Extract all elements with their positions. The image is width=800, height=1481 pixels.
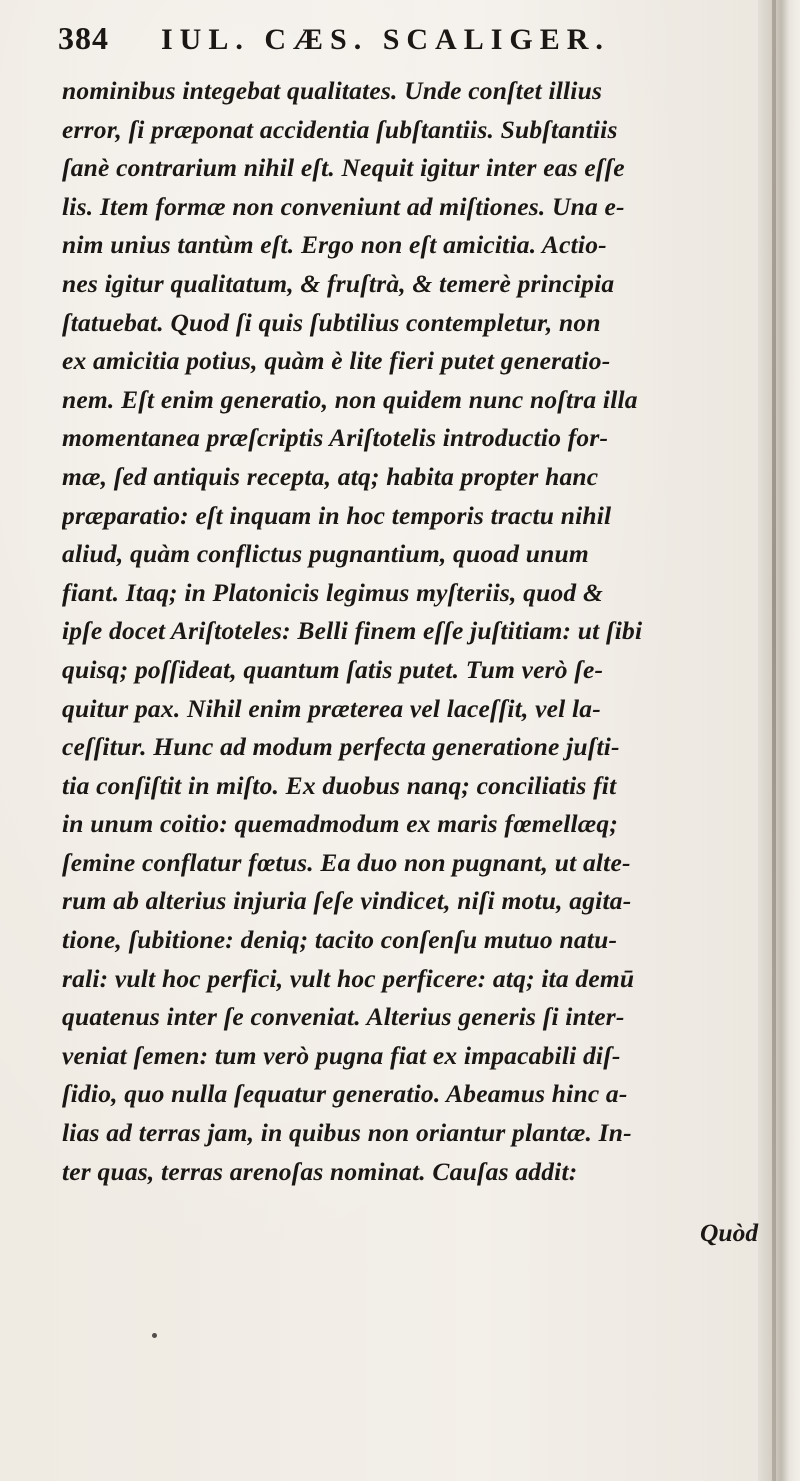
text-line: tione, ſubitione: deniq; tacito conſenſu mutuo natu- — [62, 925, 618, 955]
text-line: fiant. Itaq; in Platonicis legimus myſteriis, quod & — [62, 577, 603, 607]
text-line: aliud, quàm conflictus pugnantium, quoad unum — [62, 539, 589, 569]
text-line: in unum coitio: quemadmodum ex maris fœmellæq; — [62, 809, 619, 839]
catchword: Quòd — [700, 1218, 759, 1247]
text-line: ceſſitur. Hunc ad modum perfecta generatione juſti- — [62, 732, 620, 762]
text-line: ex amicitia potius, quàm è lite fieri putet generatio- — [62, 346, 611, 376]
text-line: momentanea præſcriptis Ariſtotelis introductio for- — [62, 423, 609, 453]
text-line: quisq; poſſideat, quantum ſatis putet. Tum verò ſe- — [62, 654, 604, 684]
page-header — [58, 20, 764, 70]
text-line: error, ſi præponat accidentia ſubſtantiis. Subſtantiis — [62, 114, 618, 144]
body-text — [62, 72, 768, 1191]
page-number: 384 — [58, 20, 109, 56]
text-line: mæ, ſed antiquis recepta, atq; habita propter hanc — [62, 461, 599, 491]
text-line: nominibus integebat qualitates. Unde conſtet illius — [62, 76, 603, 105]
text-line: ſemine conflatur fœtus. Ea duo non pugnant, ut alte- — [62, 847, 631, 877]
running-head: IUL. CÆS. SCALIGER. — [161, 23, 610, 56]
binding-shadow — [772, 0, 776, 1481]
text-line: quitur pax. Nihil enim præterea vel laceſſit, vel la- — [62, 693, 601, 723]
text-line: rali: vult hoc perfici, vult hoc perficere: atq; ita demū — [62, 963, 635, 993]
ink-speck — [152, 1333, 157, 1338]
text-line: ter quas, terras arenoſas nominat. Cauſas addit: — [62, 1156, 578, 1186]
text-line: lias ad terras jam, in quibus non oriantur plantæ. In- — [62, 1118, 632, 1148]
text-line: nem. Eſt enim generatio, non quidem nunc noſtra illa — [62, 384, 638, 414]
text-line: præparatio: eſt inquam in hoc temporis tractu nihil — [62, 500, 612, 530]
text-line: ſanè contrarium nihil eſt. Nequit igitur inter eas eſſe — [62, 153, 625, 183]
text-line: tia conſiſtit in miſto. Ex duobus nanq; conciliatis fit — [62, 770, 617, 800]
text-line: ipſe docet Ariſtoteles: Belli finem eſſe juſtitiam: ut ſibi — [62, 616, 643, 646]
text-line: ſidio, quo nulla ſequatur generatio. Abeamus hinc a- — [62, 1079, 628, 1109]
text-line: quatenus inter ſe conveniat. Alterius generis ſi inter- — [62, 1002, 625, 1032]
text-line: veniat ſemen: tum verò pugna fiat ex impacabili diſ- — [62, 1040, 621, 1070]
text-line: ſtatuebat. Quod ſi quis ſubtilius contempletur, non — [62, 307, 601, 337]
text-line: rum ab alterius injuria ſeſe vindicet, niſi motu, agita- — [62, 886, 632, 916]
text-line: nim unius tantùm eſt. Ergo non eſt amicitia. Actio- — [62, 230, 607, 260]
text-line: lis. Item formæ non conveniunt ad miſtiones. Una e- — [62, 191, 625, 221]
text-line: nes igitur qualitatum, & fruſtrà, & temerè principia — [62, 268, 615, 298]
